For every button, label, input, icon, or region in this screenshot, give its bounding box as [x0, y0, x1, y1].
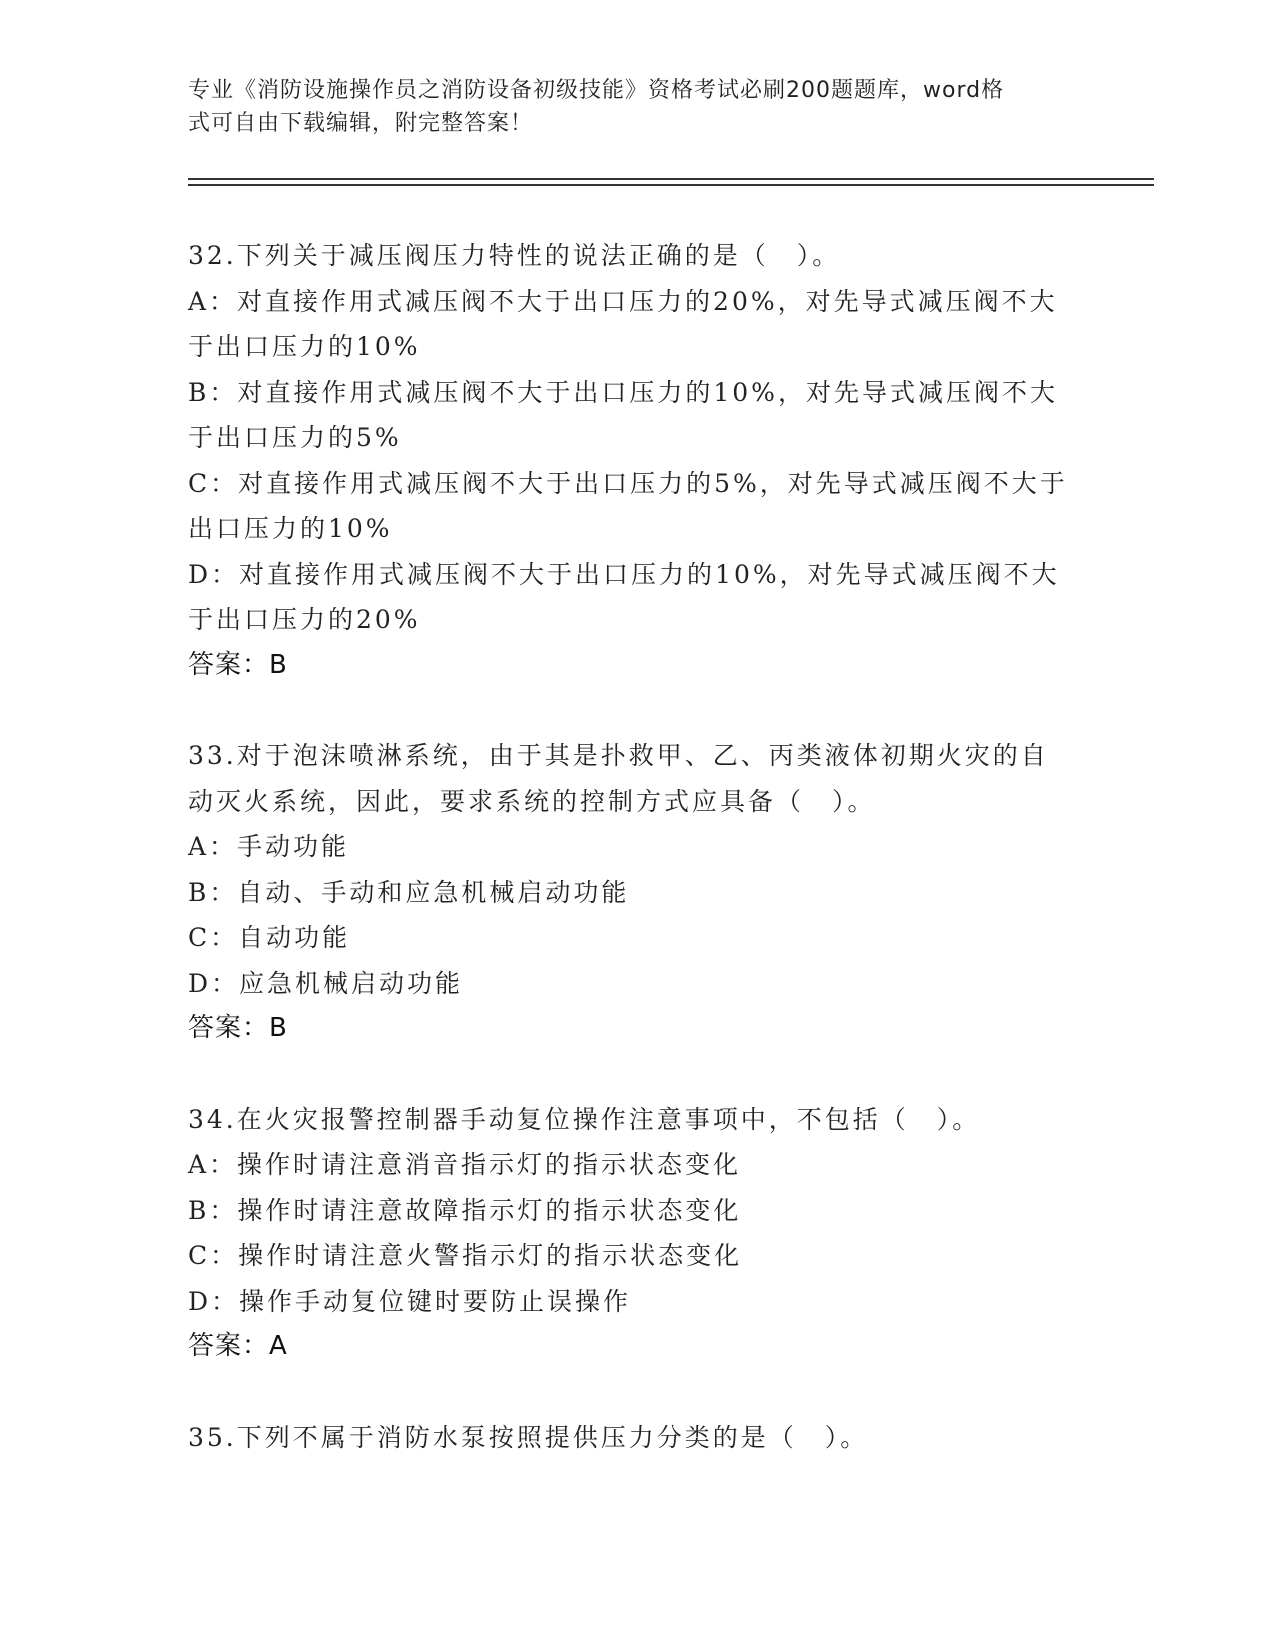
answer-option: 于出口压力的10% — [188, 332, 421, 361]
header-line: 式可自由下载编辑，附完整答案！ — [188, 111, 534, 136]
answer-option: 出口压力的10% — [188, 514, 393, 543]
answer-option: C：对直接作用式减压阀不大于出口压力的5%，对先导式减压阀不大于 — [188, 468, 1068, 498]
answer-option: B：自动、手动和应急机械启动功能 — [188, 877, 630, 907]
header-divider — [188, 184, 1154, 186]
answer-option: 于出口压力的5% — [188, 423, 402, 452]
answer-option: D：操作手动复位键时要防止误操作 — [188, 1286, 632, 1316]
header-divider — [188, 178, 1154, 180]
question-stem: 35.下列不属于消防水泵按照提供压力分类的是（ ）。 — [188, 1422, 869, 1452]
answer-option: C：自动功能 — [188, 923, 351, 952]
question-stem: 33.对于泡沫喷淋系统，由于其是扑救甲、乙、丙类液体初期火灾的自 — [188, 741, 1049, 770]
question-block — [188, 1415, 1088, 1461]
answer-option: D：应急机械启动功能 — [188, 968, 464, 998]
answer-key: 答案：B — [188, 1013, 288, 1043]
answer-option: 于出口压力的20% — [188, 605, 421, 634]
question-stem: 34.在火灾报警控制器手动复位操作注意事项中，不包括（ ）。 — [188, 1104, 981, 1134]
header-line: 专业《消防设施操作员之消防设备初级技能》资格考试必刷200题题库，word格 — [188, 78, 1005, 103]
answer-option: D：对直接作用式减压阀不大于出口压力的10%，对先导式减压阀不大 — [188, 559, 1060, 589]
answer-option: A：操作时请注意消音指示灯的指示状态变化 — [188, 1150, 742, 1179]
answer-option: C：操作时请注意火警指示灯的指示状态变化 — [188, 1241, 743, 1270]
answer-option: B：对直接作用式减压阀不大于出口压力的10%，对先导式减压阀不大 — [188, 377, 1058, 407]
question-block — [188, 1097, 1088, 1370]
question-block — [188, 733, 1088, 1052]
question-block — [188, 233, 1088, 688]
answer-option: B：操作时请注意故障指示灯的指示状态变化 — [188, 1195, 742, 1225]
answer-key: 答案：A — [188, 1331, 288, 1361]
answer-option: A：手动功能 — [188, 832, 350, 861]
document-header — [188, 74, 1088, 140]
question-stem: 动灭火系统，因此，要求系统的控制方式应具备（ ）。 — [188, 786, 876, 816]
question-list — [188, 233, 1088, 1505]
question-stem: 32.下列关于减压阀压力特性的说法正确的是（ ）。 — [188, 241, 841, 270]
answer-option: A：对直接作用式减压阀不大于出口压力的20%，对先导式减压阀不大 — [188, 286, 1058, 316]
answer-key: 答案：B — [188, 649, 288, 680]
